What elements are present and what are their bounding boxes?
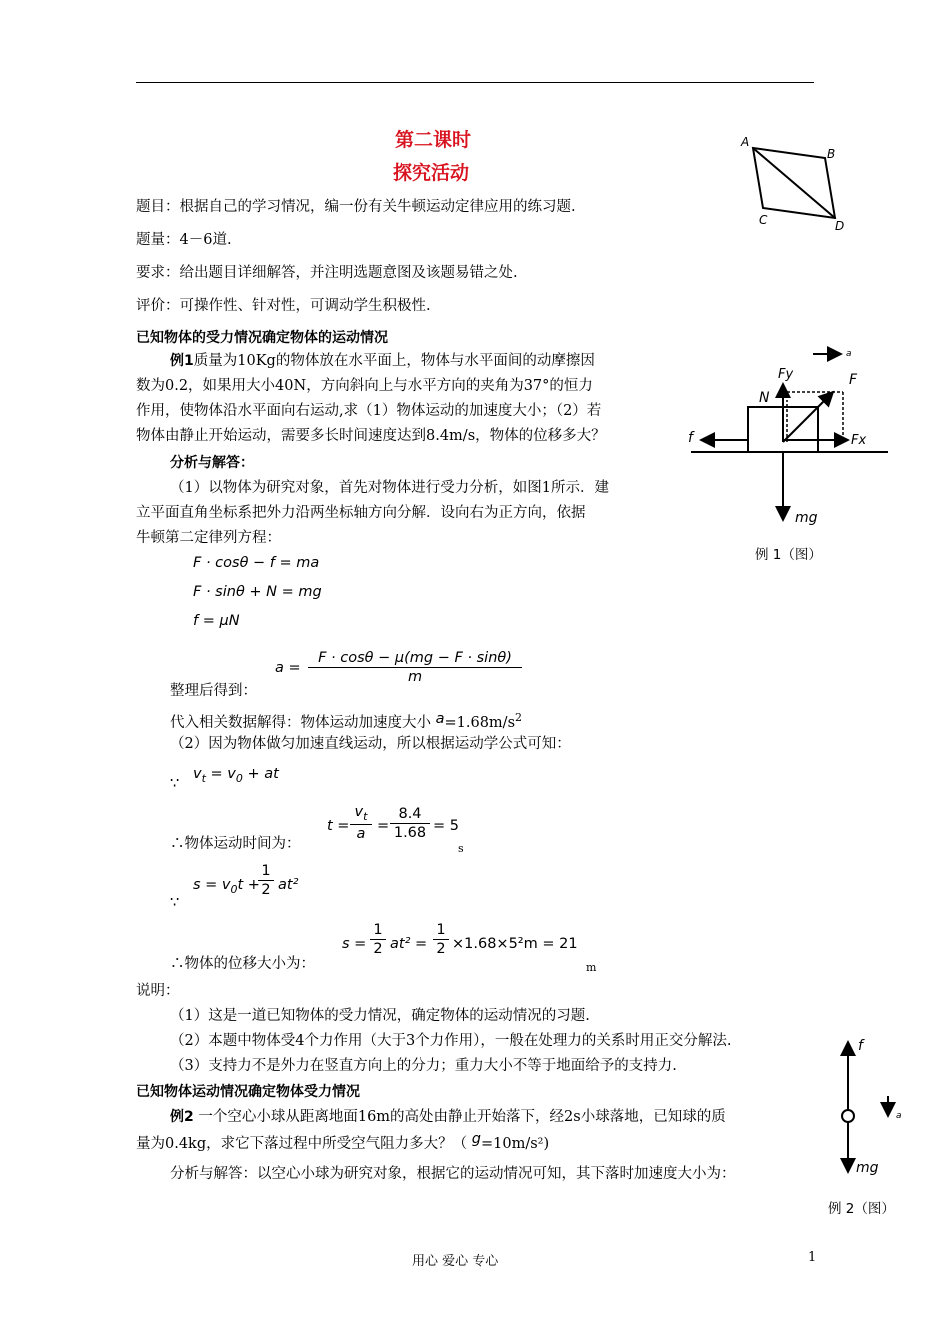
fig1-label-f: F <box>849 372 858 388</box>
example1-label: 例1 <box>170 353 194 369</box>
t-denominator-value: 1.68 <box>393 825 427 841</box>
s-half <box>258 863 274 898</box>
fig1-label-n: N <box>759 390 770 406</box>
note-3: （3）支持力不是外力在竖直方向上的分力；重力大小不等于地面给予的支持力. <box>170 1058 677 1074</box>
fig2-caption: 例 2（图） <box>828 1201 895 1217</box>
t-fraction-values <box>390 806 430 841</box>
vt-equation: $v_t = v_0$ + at <box>193 766 279 785</box>
because-symbol-1: ∵ <box>170 776 180 792</box>
example2-line-1: 例2 一个空心小球从距离地面16m的高处由静止开始落下，经2s小球落地，已知球的质 <box>170 1109 726 1125</box>
footer-motto: 用心 爱心 专心 <box>412 1254 499 1269</box>
disp-rhs: ×1.68×5²m = 21 <box>452 936 578 952</box>
intro-quantity: 题量：4－6道. <box>136 232 232 248</box>
example1-line-1: 例1质量为10Kg的物体放在水平面上，物体与水平面间的动摩擦因 <box>170 353 595 369</box>
equation-3: f = μN <box>193 613 240 629</box>
t-result: = 5 <box>433 818 459 834</box>
intro-requirement: 要求：给出题目详细解答，并注明选题意图及该题易错之处. <box>136 265 518 281</box>
force-diagram-2 <box>830 1034 910 1179</box>
example2-label: 例2 <box>170 1109 194 1125</box>
equation-1: F · cosθ − f = ma <box>193 555 320 571</box>
example1-line-4: 物体由静止开始运动，需要多长时间速度达到8.4m/s，物体的位移多大？ <box>136 428 606 444</box>
fig2-label-f: f <box>858 1038 863 1054</box>
disp-half-1: $\frac{1}{2}$ <box>370 922 386 957</box>
t-unit: s <box>458 842 464 855</box>
section2-heading: 已知物体运动情况确定物体受力情况 <box>136 1084 360 1100</box>
disp-unit: m <box>586 961 597 974</box>
t-numerator: $v_t$ <box>350 804 372 825</box>
example2-line-2: 量为0.4kg，求它下落过程中所受空气阻力多大？（ g=10m/s²) <box>136 1131 550 1152</box>
time-label: ∴物体运动时间为： <box>170 836 301 852</box>
s-rhs: at² <box>278 877 299 893</box>
s-half-num: 1 <box>258 863 274 881</box>
disp-mid: at² = <box>390 936 428 952</box>
fig2-label-a: a <box>896 1111 902 1121</box>
label-d: D <box>835 219 845 233</box>
disp-half-2: $\frac{1}{2}$ <box>433 922 449 957</box>
accel-lhs: a = <box>275 660 301 676</box>
example1-line-2: 数为0.2，如果用大小40N，方向斜向上与水平方向的夹角为37°的恒力 <box>136 378 593 394</box>
page-number: 1 <box>808 1250 817 1265</box>
section1-heading: 已知物体的受力情况确定物体的运动情况 <box>136 330 388 346</box>
force-diagram-1 <box>683 342 893 562</box>
label-a: A <box>741 135 750 149</box>
analysis-line-3: 牛顿第二定律列方程： <box>136 530 281 546</box>
activity-subtitle: 探究活动 <box>393 162 470 184</box>
t-numerator-value: 8.4 <box>390 806 430 824</box>
note-2: （2）本题中物体受4个力作用（大于3个力作用），一般在处理力的关系时用正交分解法. <box>170 1033 732 1049</box>
accel-denominator: m <box>407 669 423 685</box>
accel-numerator: F · cosθ − μ(mg − F · sinθ) <box>308 650 522 668</box>
t-fraction <box>350 804 372 842</box>
t-lhs: t = <box>327 818 350 834</box>
header-rule <box>136 82 814 83</box>
equation-2: F · sinθ + N = mg <box>193 584 322 600</box>
because-symbol-2: ∵ <box>170 895 180 911</box>
label-c: C <box>759 213 768 227</box>
fig2-label-mg: mg <box>856 1160 879 1176</box>
fig1-label-mg: mg <box>795 510 818 526</box>
note-1: （1）这是一道已知物体的受力情况，确定物体的运动情况的习题. <box>170 1008 590 1024</box>
substitute-line: 代入相关数据解得：物体运动加速度大小 $a=1.68m/s^2$ <box>170 710 523 731</box>
analysis-label: 分析与解答： <box>170 455 254 471</box>
s-half-den: 2 <box>261 882 271 898</box>
label-b: B <box>827 147 836 161</box>
disp-lhs: s = <box>342 936 367 952</box>
intro-evaluation: 评价：可操作性、针对性，可调动学生积极性. <box>136 298 431 314</box>
displacement-label: ∴物体的位移大小为： <box>170 956 315 972</box>
fig1-caption: 例 1（图） <box>755 547 822 563</box>
note-label: 说明： <box>136 983 180 999</box>
fig1-label-friction: f <box>688 430 693 446</box>
part2-text: （2）因为物体做匀加速直线运动，所以根据运动学公式可知： <box>170 736 571 752</box>
analysis-line-2: 立平面直角坐标系把外力沿两坐标轴方向分解．设向右为正方向，依据 <box>136 505 586 521</box>
example2-analysis: 分析与解答：以空心小球为研究对象，根据它的运动情况可知，其下落时加速度大小为： <box>170 1166 736 1182</box>
fig1-label-a: a <box>846 349 852 359</box>
fig1-label-fx: Fx <box>851 433 867 448</box>
accel-fraction <box>308 650 522 685</box>
example1-line-3: 作用，使物体沿水平面向右运动,求（1）物体运动的加速度大小；（2）若 <box>136 403 602 419</box>
parallelogram-figure <box>735 130 850 235</box>
s-lhs: $s = v_0t$ + <box>193 877 260 896</box>
intro-topic: 题目：根据自己的学习情况，编一份有关牛顿运动定律应用的练习题. <box>136 199 576 215</box>
fig1-label-fy: Fy <box>778 367 794 382</box>
lesson-title: 第二课时 <box>395 129 472 151</box>
analysis-line-1: （1）以物体为研究对象，首先对物体进行受力分析，如图1所示．建 <box>170 480 609 496</box>
t-denominator: a <box>356 825 366 842</box>
t-equals: = <box>377 818 390 834</box>
rearranged-label: 整理后得到： <box>170 683 257 699</box>
